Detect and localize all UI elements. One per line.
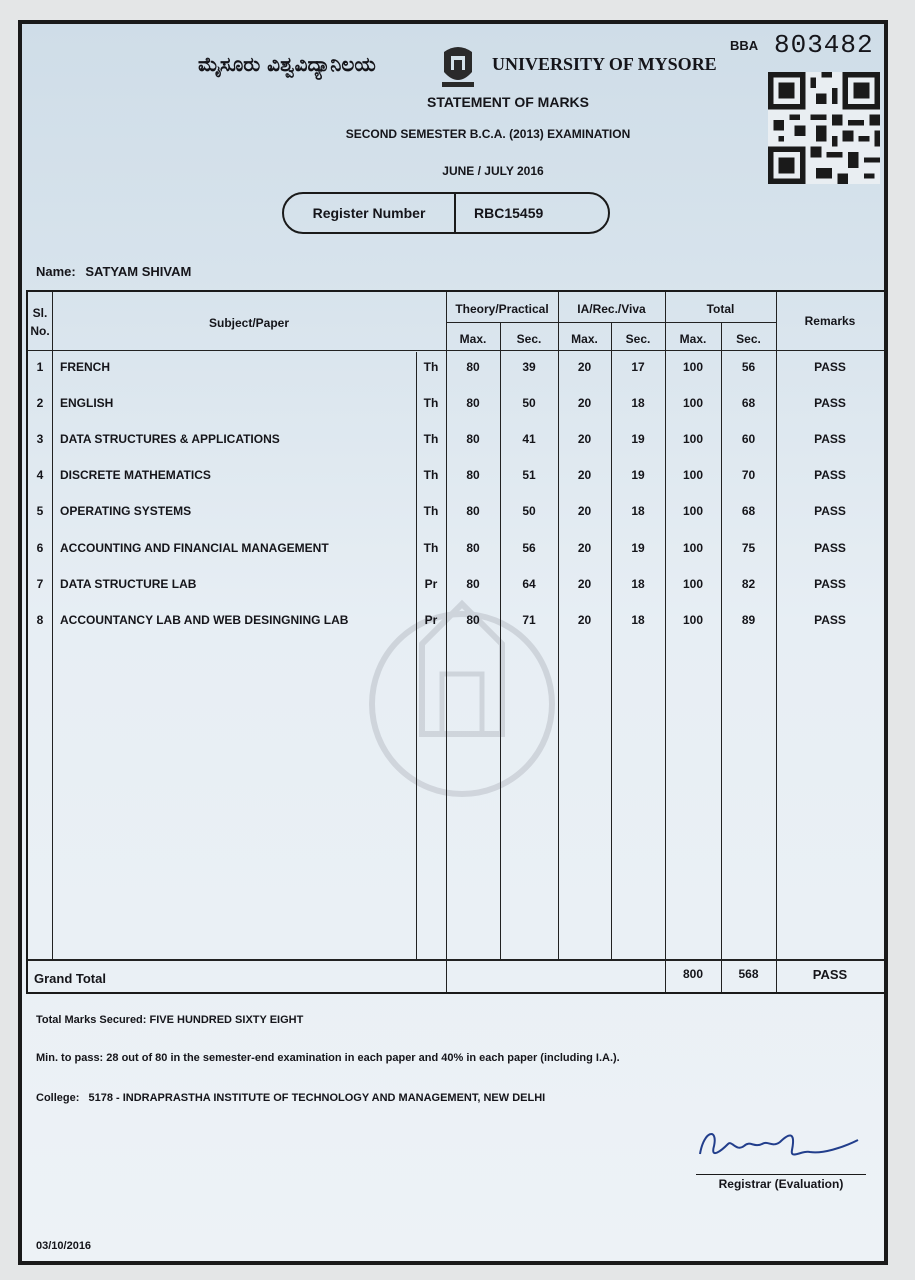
row-ia-max: 20	[577, 613, 592, 627]
row-6	[28, 541, 884, 561]
row-type: Th	[423, 360, 439, 374]
register-number-label: Register Number	[284, 194, 456, 232]
row-type: Pr	[424, 613, 438, 627]
row-theory-sec: 56	[522, 541, 536, 555]
header-total-max: Max.	[679, 332, 707, 346]
exam-session: JUNE / JULY 2016	[442, 164, 544, 178]
university-crest-icon	[438, 42, 478, 90]
header-theory-sec: Sec.	[516, 332, 542, 346]
row-total-sec: 75	[741, 541, 756, 555]
row-total-max: 100	[682, 613, 704, 627]
document-title: STATEMENT OF MARKS	[426, 94, 590, 110]
row-total-sec: 82	[741, 577, 756, 591]
row-subject: FRENCH	[60, 360, 110, 374]
row-2	[28, 396, 884, 416]
row-remark: PASS	[814, 432, 846, 446]
register-number-value: RBC15459	[474, 205, 544, 221]
student-name-label: Name:	[36, 264, 76, 279]
row-ia-max: 20	[577, 468, 592, 482]
row-3	[28, 432, 884, 452]
row-type: Th	[423, 541, 439, 555]
row-theory-sec: 71	[522, 613, 536, 627]
marks-table	[26, 290, 886, 994]
row-remark: PASS	[814, 577, 846, 591]
total-marks-secured: Total Marks Secured: FIVE HUNDRED SIXTY EIGHT	[36, 1014, 304, 1026]
register-number-box	[282, 192, 610, 234]
header-total-sec: Sec.	[736, 332, 761, 346]
grand-total-label: Grand Total	[34, 971, 106, 986]
row-theory-sec: 51	[522, 468, 536, 482]
row-sl: 6	[36, 541, 44, 555]
row-7	[28, 577, 884, 597]
row-remark: PASS	[814, 396, 846, 410]
row-theory-sec: 39	[522, 360, 536, 374]
marks-card	[22, 24, 884, 1261]
row-remark: PASS	[814, 613, 846, 627]
header-theory-max: Max.	[459, 332, 487, 346]
exam-title: SECOND SEMESTER B.C.A. (2013) EXAMINATION	[345, 127, 631, 141]
row-sl: 3	[36, 432, 44, 446]
grand-total-remark: PASS	[812, 967, 848, 982]
serial-number: 803482	[774, 30, 874, 60]
row-type: Pr	[424, 577, 438, 591]
row-1	[28, 360, 884, 380]
row-ia-max: 20	[577, 541, 592, 555]
header-remarks: Remarks	[804, 314, 856, 328]
row-subject: DATA STRUCTURES & APPLICATIONS	[60, 432, 280, 446]
row-remark: PASS	[814, 360, 846, 374]
row-8	[28, 613, 884, 633]
row-ia-max: 20	[577, 360, 592, 374]
row-total-max: 100	[682, 504, 704, 518]
college-name: 5178 - INDRAPRASTHA INSTITUTE OF TECHNOLOGY AND MANAGEMENT, NEW DELHI	[88, 1092, 546, 1104]
row-theory-sec: 41	[522, 432, 536, 446]
row-theory-max: 80	[466, 504, 480, 518]
row-type: Th	[423, 432, 439, 446]
row-sl: 8	[36, 613, 44, 627]
row-subject: DATA STRUCTURE LAB	[60, 577, 197, 591]
header-subject: Subject/Paper	[208, 316, 290, 330]
row-sl: 1	[36, 360, 44, 374]
header-ia-rec-viva: IA/Rec./Viva	[577, 302, 646, 316]
row-ia-sec: 17	[631, 360, 645, 374]
header-total: Total	[706, 302, 735, 316]
row-ia-max: 20	[577, 396, 592, 410]
row-total-sec: 70	[741, 468, 756, 482]
row-subject: ACCOUNTANCY LAB AND WEB DESINGNING LAB	[60, 613, 349, 627]
student-name: SATYAM SHIVAM	[85, 264, 192, 279]
row-sl: 2	[36, 396, 44, 410]
row-theory-sec: 64	[522, 577, 536, 591]
row-theory-max: 80	[466, 432, 480, 446]
row-total-sec: 68	[741, 504, 756, 518]
university-name-english: UNIVERSITY OF MYSORE	[492, 54, 717, 74]
issue-date: 03/10/2016	[36, 1240, 92, 1252]
row-ia-sec: 19	[631, 468, 645, 482]
header-ia-max: Max.	[571, 332, 598, 346]
row-total-sec: 89	[741, 613, 756, 627]
row-total-max: 100	[682, 360, 704, 374]
row-theory-max: 80	[466, 613, 480, 627]
row-theory-max: 80	[466, 468, 480, 482]
grand-total-row	[28, 961, 884, 992]
header-sl: Sl.	[32, 306, 48, 320]
registrar-title: Registrar (Evaluation)	[696, 1174, 866, 1191]
row-theory-max: 80	[466, 396, 480, 410]
row-ia-sec: 18	[631, 613, 645, 627]
student-name-line	[36, 264, 191, 279]
row-5	[28, 504, 884, 524]
row-subject: ACCOUNTING AND FINANCIAL MANAGEMENT	[60, 541, 329, 555]
row-total-max: 100	[682, 541, 704, 555]
row-remark: PASS	[814, 468, 846, 482]
row-4	[28, 468, 884, 488]
row-theory-max: 80	[466, 541, 480, 555]
row-theory-max: 80	[466, 577, 480, 591]
row-ia-sec: 18	[631, 396, 645, 410]
row-total-max: 100	[682, 432, 704, 446]
header-theory-practical: Theory/Practical	[455, 302, 549, 316]
row-ia-sec: 18	[631, 577, 645, 591]
row-ia-sec: 19	[631, 432, 645, 446]
row-ia-sec: 19	[631, 541, 645, 555]
row-theory-sec: 50	[522, 396, 536, 410]
row-sl: 4	[36, 468, 44, 482]
row-ia-max: 20	[577, 504, 592, 518]
row-subject: OPERATING SYSTEMS	[60, 504, 192, 518]
row-sl: 5	[36, 504, 44, 518]
row-type: Th	[423, 504, 439, 518]
row-theory-max: 80	[466, 360, 480, 374]
row-ia-max: 20	[577, 432, 592, 446]
row-total-sec: 68	[741, 396, 756, 410]
row-ia-sec: 18	[631, 504, 645, 518]
row-total-max: 100	[682, 468, 704, 482]
registrar-signature	[692, 1110, 862, 1180]
row-remark: PASS	[814, 541, 846, 555]
row-theory-sec: 50	[522, 504, 536, 518]
row-subject: ENGLISH	[60, 396, 114, 410]
grand-total-sec: 568	[738, 967, 759, 981]
row-ia-max: 20	[577, 577, 592, 591]
serial-prefix: BBA	[730, 38, 759, 53]
minimum-to-pass-note: Min. to pass: 28 out of 80 in the semester-end examination in each paper and 40% in each paper (including I.A.).	[36, 1052, 620, 1064]
header-ia-sec: Sec.	[625, 332, 651, 346]
row-subject: DISCRETE MATHEMATICS	[60, 468, 211, 482]
row-total-max: 100	[682, 396, 704, 410]
row-sl: 7	[36, 577, 44, 591]
college-label: College:	[36, 1092, 80, 1104]
grand-total-max: 800	[682, 967, 704, 981]
row-total-sec: 56	[741, 360, 756, 374]
row-remark: PASS	[814, 504, 846, 518]
marks-card-frame	[18, 20, 888, 1265]
row-total-sec: 60	[741, 432, 756, 446]
row-total-max: 100	[682, 577, 704, 591]
university-name-kannada: ಮೈಸೂರು ವಿಶ್ವವಿದ್ಯಾನಿಲಯ	[198, 52, 376, 76]
header-no: No.	[30, 324, 50, 338]
row-type: Th	[423, 468, 439, 482]
row-type: Th	[423, 396, 439, 410]
college-line	[36, 1092, 545, 1104]
